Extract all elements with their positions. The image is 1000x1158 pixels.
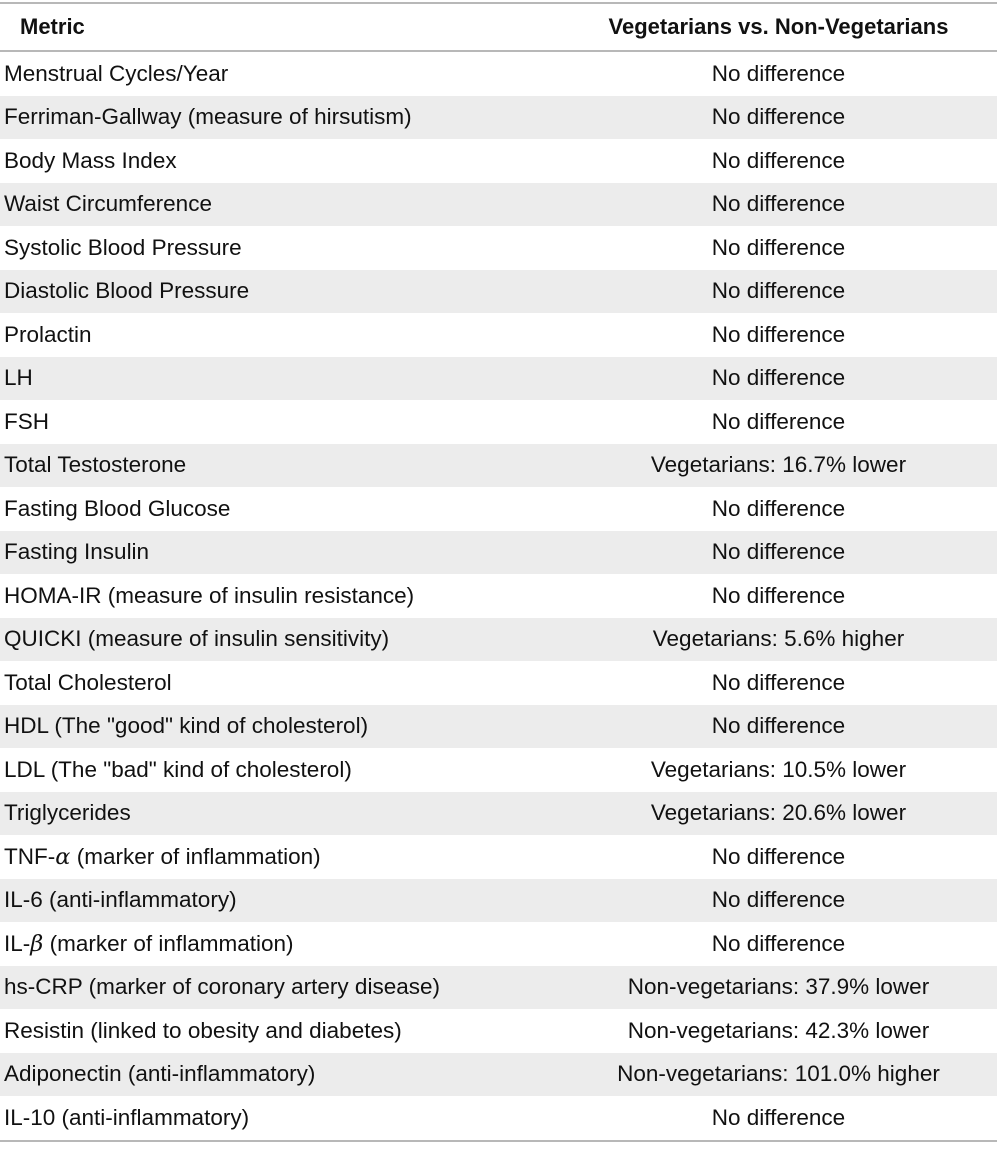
table-header	[0, 4, 997, 52]
comparison-table	[0, 2, 997, 1142]
metric-cell: Total Testosterone	[4, 452, 187, 478]
metric-cell: IL-6 (anti-inflammatory)	[4, 887, 237, 913]
table-body	[0, 52, 997, 1140]
comparison-cell: No difference	[711, 887, 846, 913]
table-row	[0, 922, 997, 966]
metric-cell: Menstrual Cycles/Year	[4, 60, 229, 86]
comparison-cell: No difference	[711, 321, 846, 347]
comparison-cell: No difference	[711, 408, 846, 434]
table-row	[0, 52, 997, 96]
table-row	[0, 487, 997, 531]
table-row	[0, 792, 997, 836]
comparison-cell: No difference	[711, 713, 846, 739]
metric-cell: Ferriman-Gallway (measure of hirsutism)	[4, 104, 412, 130]
metric-cell: TNF-α (marker of inflammation)	[4, 843, 321, 870]
comparison-cell: No difference	[711, 495, 846, 521]
table-row	[0, 748, 997, 792]
metric-cell: Diastolic Blood Pressure	[4, 278, 250, 304]
comparison-cell: No difference	[711, 843, 846, 869]
table-row	[0, 618, 997, 662]
table-row	[0, 1053, 997, 1097]
table-row	[0, 270, 997, 314]
comparison-cell: Vegetarians: 5.6% higher	[652, 626, 905, 652]
table-row	[0, 444, 997, 488]
table-row	[0, 966, 997, 1010]
metric-cell: Prolactin	[4, 321, 92, 347]
metric-cell: HDL (The "good" kind of cholesterol)	[4, 713, 369, 739]
metric-cell: Fasting Blood Glucose	[4, 495, 231, 521]
metric-cell: LDL (The "bad" kind of cholesterol)	[4, 756, 352, 782]
table-row	[0, 139, 997, 183]
table-row	[0, 574, 997, 618]
comparison-cell: Non-vegetarians: 101.0% higher	[617, 1061, 940, 1087]
metric-cell: hs-CRP (marker of coronary artery disease)	[4, 974, 440, 1000]
comparison-cell: Vegetarians: 16.7% lower	[650, 452, 907, 478]
table-row	[0, 879, 997, 923]
table-row	[0, 1096, 997, 1140]
metric-cell: QUICKI (measure of insulin sensitivity)	[4, 626, 390, 652]
metric-cell: IL-10 (anti-inflammatory)	[4, 1104, 250, 1130]
metric-cell: Fasting Insulin	[4, 539, 150, 565]
table-row	[0, 357, 997, 401]
comparison-cell: No difference	[711, 191, 846, 217]
metric-cell: Total Cholesterol	[4, 669, 172, 695]
table-row	[0, 661, 997, 705]
table-row	[0, 96, 997, 140]
header-comparison: Vegetarians vs. Non-Vegetarians	[608, 14, 949, 39]
header-metric: Metric	[20, 14, 85, 39]
metric-cell: HOMA-IR (measure of insulin resistance)	[4, 582, 415, 608]
metric-cell: Body Mass Index	[4, 147, 177, 173]
table-row	[0, 705, 997, 749]
comparison-cell: No difference	[711, 234, 846, 260]
comparison-cell: No difference	[711, 539, 846, 565]
table-row	[0, 1009, 997, 1053]
metric-cell: IL-β (marker of inflammation)	[4, 930, 294, 957]
comparison-cell: Non-vegetarians: 37.9% lower	[627, 974, 930, 1000]
comparison-cell: Vegetarians: 10.5% lower	[650, 756, 907, 782]
metric-cell: FSH	[4, 408, 49, 434]
comparison-cell: No difference	[711, 930, 846, 956]
comparison-cell: No difference	[711, 104, 846, 130]
metric-cell: Waist Circumference	[4, 191, 212, 217]
table-row	[0, 400, 997, 444]
comparison-cell: No difference	[711, 147, 846, 173]
comparison-cell: Non-vegetarians: 42.3% lower	[627, 1017, 930, 1043]
comparison-cell: No difference	[711, 278, 846, 304]
table-row	[0, 226, 997, 270]
table-row	[0, 183, 997, 227]
metric-cell: Resistin (linked to obesity and diabetes)	[4, 1017, 402, 1043]
comparison-cell: No difference	[711, 365, 846, 391]
comparison-cell: No difference	[711, 1104, 846, 1130]
metric-cell: Triglycerides	[4, 800, 131, 826]
table-row	[0, 313, 997, 357]
comparison-cell: No difference	[711, 582, 846, 608]
comparison-cell: No difference	[711, 669, 846, 695]
metric-cell: LH	[4, 365, 33, 391]
metric-cell: Adiponectin (anti-inflammatory)	[4, 1061, 316, 1087]
table-row	[0, 835, 997, 879]
comparison-cell: Vegetarians: 20.6% lower	[650, 800, 907, 826]
table-row	[0, 531, 997, 575]
metric-cell: Systolic Blood Pressure	[4, 234, 242, 260]
comparison-cell: No difference	[711, 60, 846, 86]
